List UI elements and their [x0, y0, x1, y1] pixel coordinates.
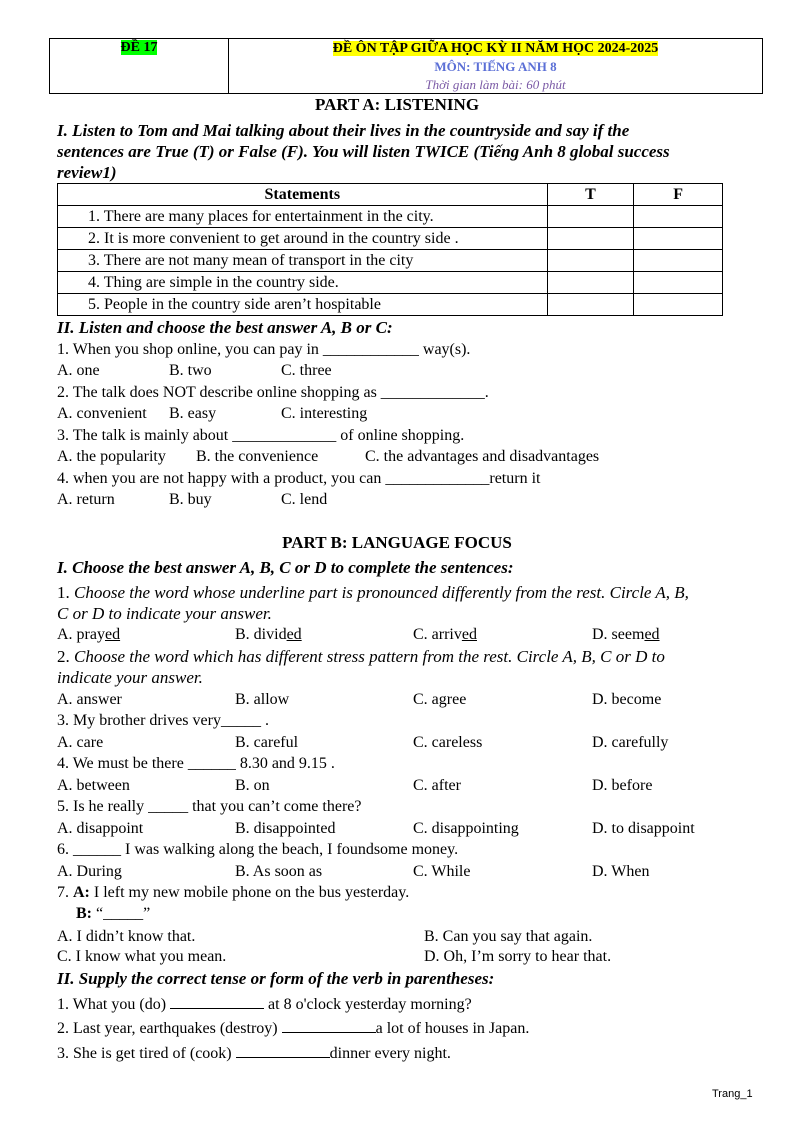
listen-q4: 4. when you are not happy with a product, you can _____________return it: [57, 470, 541, 487]
speaker-a-text: I left my new mobile phone on the bus yesterday.: [89, 884, 410, 901]
false-cell[interactable]: [634, 228, 723, 250]
verb-q2-pre: 2. Last year, earthquakes (destroy): [57, 1020, 282, 1037]
listen-q3-opt-a[interactable]: A. the popularity: [57, 448, 166, 465]
verb-q1: [57, 994, 472, 1015]
table-row: [58, 228, 723, 250]
table-row: [58, 272, 723, 294]
listen-q3: 3. The talk is mainly about _____________ of online shopping.: [57, 427, 465, 444]
lang-q6-opt-b[interactable]: B. As soon as: [235, 863, 323, 880]
lang-q2-line-1: [57, 647, 665, 667]
verb-q2-post: a lot of houses in Japan.: [375, 1020, 530, 1037]
exam-title: ĐỀ ÔN TẬP GIỮA HỌC KỲ II NĂM HỌC 2024-2025: [332, 41, 659, 56]
verb-q2: [57, 1018, 529, 1039]
lang-q2-opt-d[interactable]: D. become: [592, 691, 662, 708]
lang-q2-opt-c[interactable]: C. agree: [413, 691, 467, 708]
lang-q2-opt-a[interactable]: A. answer: [57, 691, 122, 708]
col-statements: Statements: [58, 184, 548, 206]
answer-blank[interactable]: [170, 994, 264, 1009]
part-a-title: PART A: LISTENING: [314, 95, 480, 114]
opt-text: A. pray: [57, 626, 105, 643]
true-cell[interactable]: [547, 228, 634, 250]
listen-q2: 2. The talk does NOT describe online shopping as _____________.: [57, 384, 489, 401]
lang-q1-instr-1: Choose the word whose underline part is pronounced differently from the rest. Circle A, B,: [74, 583, 689, 602]
opt-text: B. divid: [235, 626, 287, 643]
answer-blank[interactable]: [282, 1018, 376, 1033]
listen-q4-opt-c[interactable]: C. lend: [281, 491, 328, 508]
true-cell[interactable]: [547, 272, 634, 294]
lang-q5-opt-a[interactable]: A. disappoint: [57, 820, 144, 837]
listen-q2-opt-c[interactable]: C. interesting: [281, 405, 368, 422]
lang-q2-opt-b[interactable]: B. allow: [235, 691, 290, 708]
false-cell[interactable]: [634, 206, 723, 228]
false-cell[interactable]: [634, 250, 723, 272]
lang-q5-opt-d[interactable]: D. to disappoint: [592, 820, 695, 837]
exam-time: Thời gian làm bài: 60 phút: [425, 77, 566, 92]
lang-q7-line-b: [76, 904, 150, 924]
speaker-a: A:: [73, 884, 90, 901]
true-cell[interactable]: [547, 206, 634, 228]
lang-q3-opt-c[interactable]: C. careless: [413, 734, 483, 751]
verb-q3-post: dinner every night.: [329, 1045, 451, 1062]
header-info-cell: [229, 39, 762, 93]
lang-q3-opt-a[interactable]: A. care: [57, 734, 104, 751]
lang-q3-opt-b[interactable]: B. careful: [235, 734, 299, 751]
answer-blank[interactable]: [236, 1043, 330, 1058]
opt-underline: ed: [644, 626, 660, 643]
table-row: [58, 206, 723, 228]
speaker-b: B:: [76, 905, 92, 922]
statement-text: 2. It is more convenient to get around in the country side .: [58, 228, 548, 250]
lang-q7-number: 7.: [57, 884, 69, 901]
part-a-sec1-instr-2: sentences are True (T) or False (F). You will listen TWICE (Tiếng Anh 8 global success: [57, 142, 670, 161]
verb-q1-post: at 8 o'clock yesterday morning?: [264, 996, 472, 1013]
lang-q6-opt-d[interactable]: D. When: [592, 863, 650, 880]
statement-text: 5. People in the country side aren’t hospitable: [58, 294, 548, 316]
opt-underline: ed: [286, 626, 302, 643]
lang-q7-opt-a[interactable]: A. I didn’t know that.: [57, 928, 196, 945]
verb-q3-pre: 3. She is get tired of (cook): [57, 1045, 236, 1062]
statement-text: 3. There are not many mean of transport in the city: [58, 250, 548, 272]
header-code-cell: [50, 39, 229, 93]
lang-q4-opt-b[interactable]: B. on: [235, 777, 270, 794]
exam-subject: MÔN: TIẾNG ANH 8: [434, 59, 557, 74]
statements-table: [57, 183, 723, 316]
true-cell[interactable]: [547, 294, 634, 316]
lang-q4-opt-c[interactable]: C. after: [413, 777, 461, 794]
col-false: F: [634, 184, 723, 206]
listen-q1-opt-a[interactable]: A. one: [57, 362, 100, 379]
lang-q4: 4. We must be there ______ 8.30 and 9.15 .: [57, 755, 335, 772]
speaker-b-text: “_____”: [92, 905, 151, 922]
part-b-sec2-instr: II. Supply the correct tense or form of the verb in parentheses:: [57, 969, 495, 988]
part-b-sec1-instr: I. Choose the best answer A, B, C or D to complete the sentences:: [57, 558, 514, 577]
lang-q1-line-1: [57, 583, 689, 603]
part-a-sec1-instr-3: review1): [57, 163, 117, 182]
part-b-title: PART B: LANGUAGE FOCUS: [282, 533, 512, 552]
lang-q3-opt-d[interactable]: D. carefully: [592, 734, 669, 751]
lang-q5: 5. Is he really _____ that you can’t come there?: [57, 798, 362, 815]
lang-q7-opt-d[interactable]: D. Oh, I’m sorry to hear that.: [424, 948, 612, 965]
col-true: T: [547, 184, 634, 206]
listen-q1-opt-b[interactable]: B. two: [169, 362, 212, 379]
listen-q2-opt-b[interactable]: B. easy: [169, 405, 217, 422]
verb-q3: [57, 1043, 451, 1064]
listen-q3-opt-c[interactable]: C. the advantages and disadvantages: [365, 448, 600, 465]
lang-q5-opt-b[interactable]: B. disappointed: [235, 820, 336, 837]
lang-q2-instr-1: Choose the word which has different stress pattern from the rest. Circle A, B, C or D to: [74, 647, 665, 666]
lang-q1-instr-2: C or D to indicate your answer.: [57, 604, 272, 623]
listen-q4-opt-a[interactable]: A. return: [57, 491, 115, 508]
lang-q6-opt-a[interactable]: A. During: [57, 863, 122, 880]
lang-q2-number: 2.: [57, 647, 70, 666]
table-header-row: [58, 184, 723, 206]
statement-text: 4. Thing are simple in the country side.: [58, 272, 548, 294]
part-a-sec2-instr: II. Listen and choose the best answer A, B or C:: [57, 318, 393, 337]
opt-underline: ed: [461, 626, 477, 643]
lang-q4-opt-d[interactable]: D. before: [592, 777, 653, 794]
lang-q1-opt-d[interactable]: [592, 625, 660, 645]
lang-q6-opt-c[interactable]: C. While: [413, 863, 471, 880]
listen-q1: 1. When you shop online, you can pay in ____________ way(s).: [57, 341, 471, 358]
opt-text: C. arriv: [413, 626, 462, 643]
lang-q7-opt-b[interactable]: B. Can you say that again.: [424, 928, 593, 945]
listen-q2-opt-a[interactable]: A. convenient: [57, 405, 147, 422]
lang-q6: 6. ______ I was walking along the beach, I foundsome money.: [57, 841, 459, 858]
page-number: Trang_1: [712, 1088, 753, 1100]
listen-q4-opt-b[interactable]: B. buy: [169, 491, 212, 508]
lang-q7-opt-c[interactable]: C. I know what you mean.: [57, 948, 227, 965]
false-cell[interactable]: [634, 294, 723, 316]
lang-q3: 3. My brother drives very_____ .: [57, 712, 269, 729]
lang-q1-opt-c[interactable]: [413, 625, 477, 645]
lang-q2-instr-2: indicate your answer.: [57, 668, 203, 687]
listen-q1-opt-c[interactable]: C. three: [281, 362, 332, 379]
verb-q1-pre: 1. What you (do): [57, 996, 171, 1013]
statement-text: 1. There are many places for entertainment in the city.: [58, 206, 548, 228]
lang-q4-opt-a[interactable]: A. between: [57, 777, 130, 794]
true-cell[interactable]: [547, 250, 634, 272]
opt-underline: ed: [104, 626, 121, 643]
table-row: [58, 294, 723, 316]
false-cell[interactable]: [634, 272, 723, 294]
lang-q1-opt-a[interactable]: [57, 625, 120, 645]
listen-q3-opt-b[interactable]: B. the convenience: [196, 448, 319, 465]
lang-q7-line-a: [57, 883, 409, 903]
lang-q1-number: 1.: [57, 583, 70, 602]
exam-code: ĐỀ 17: [120, 40, 158, 55]
part-a-sec1-instr-1: I. Listen to Tom and Mai talking about their lives in the countryside and say if the: [57, 121, 630, 140]
header-box: [49, 38, 763, 94]
table-row: [58, 250, 723, 272]
opt-text: D. seem: [592, 626, 645, 643]
lang-q1-opt-b[interactable]: [235, 625, 302, 645]
lang-q5-opt-c[interactable]: C. disappointing: [413, 820, 519, 837]
